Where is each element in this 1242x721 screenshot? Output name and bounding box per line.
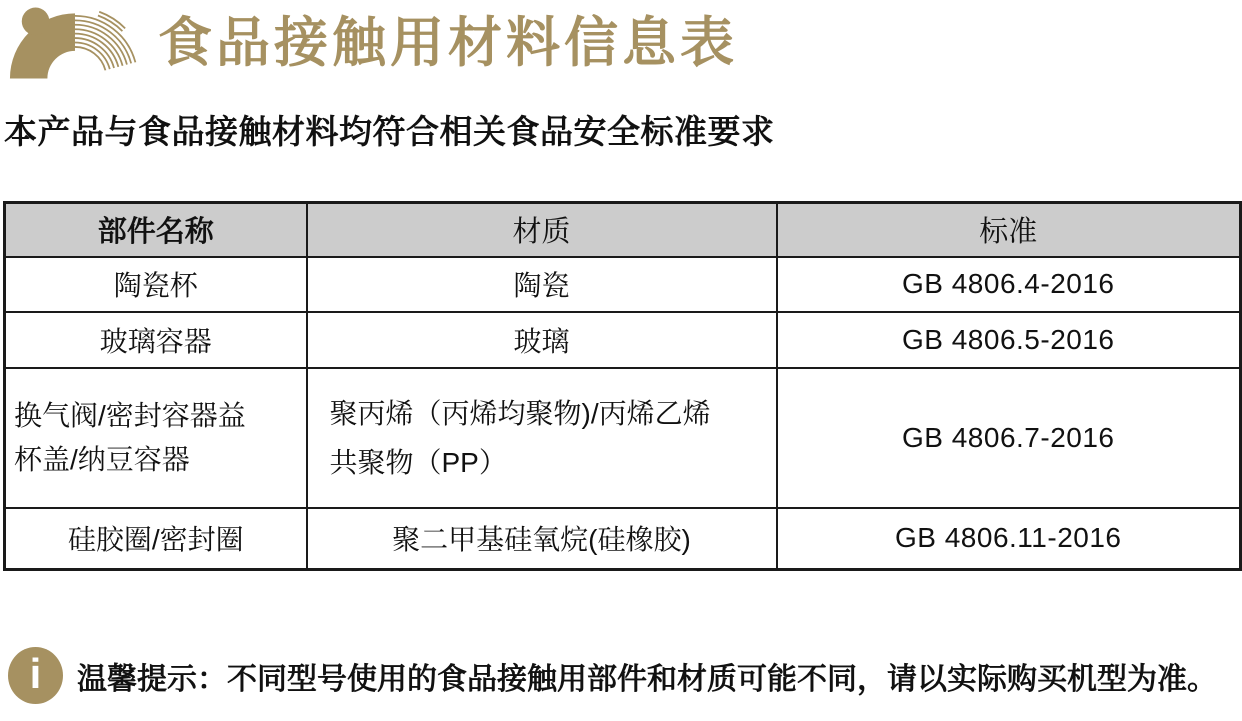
brand-header [0,0,1242,80]
header-part-name: 部件名称 [5,203,307,257]
notice-text: 温馨提示：不同型号使用的食品接触用部件和材质可能不同，请以实际购买机型为准。 [77,662,1217,696]
cell-standard: GB 4806.7-2016 [777,368,1241,508]
info-icon [8,647,63,704]
cell-material: 玻璃 [307,312,777,368]
notice [8,647,1242,704]
table-row-glass-container [5,312,1241,368]
page-title: 食品接触用材料信息表 [158,13,738,73]
header-standard: 标准 [777,203,1241,257]
cell-part-name-text: 换气阀/密封容器益杯盖/纳豆容器 [14,400,246,475]
cell-standard: GB 4806.11-2016 [777,508,1241,570]
table-row-valve-lids-containers [5,368,1241,508]
cell-standard: GB 4806.4-2016 [777,257,1241,312]
cell-part-name: 陶瓷杯 [5,257,307,312]
info-icon-glyph: i [29,649,42,697]
table-header-row [5,203,1241,257]
compliance-statement: 本产品与食品接触材料均符合相关食品安全标准要求 [4,113,775,150]
cell-part-name: 硅胶圈/密封圈 [5,508,307,570]
cell-standard: GB 4806.5-2016 [777,312,1241,368]
cell-material [307,368,777,508]
cell-material: 聚二甲基硅氧烷(硅橡胶) [307,508,777,570]
table-row-ceramic-cup [5,257,1241,312]
arc-rainbow-logo-icon [6,7,142,79]
materials-table [3,201,1242,571]
table-row-silicone-rings [5,508,1241,570]
cell-material: 陶瓷 [307,257,777,312]
cell-part-name: 玻璃容器 [5,312,307,368]
cell-part-name [5,368,307,508]
cell-material-text: 聚丙烯（丙烯均聚物)/丙烯乙烯共聚物（PP） [329,397,711,478]
header-material: 材质 [307,203,777,257]
